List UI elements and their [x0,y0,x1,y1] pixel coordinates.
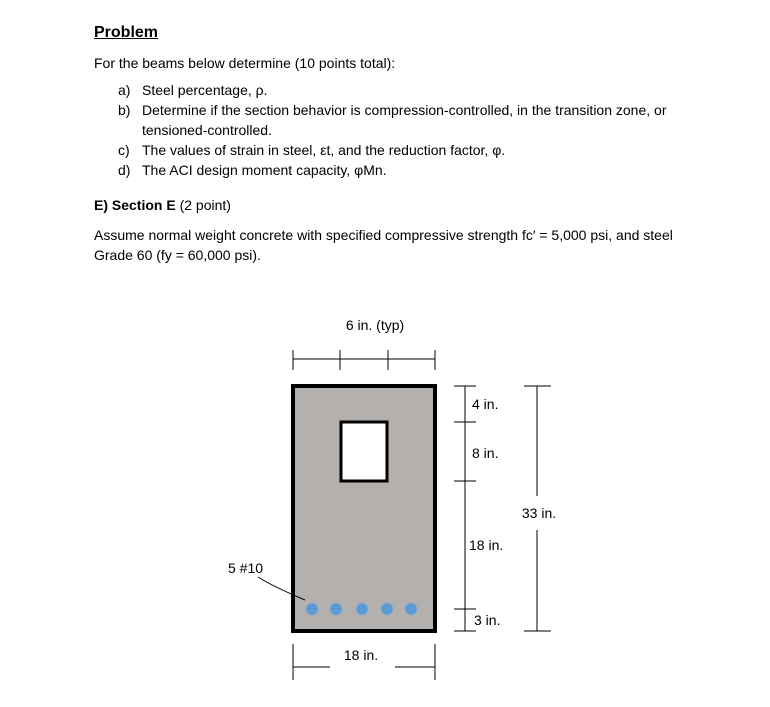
dim-8-label: 8 in. [472,445,499,461]
rebar [330,603,342,615]
rebar [306,603,318,615]
item-text: Steel percentage, ρ. [142,82,268,98]
rebar-label: 5 #10 [228,560,264,576]
problem-intro: For the beams below determine (10 points total): [94,55,396,71]
dim-3-label: 3 in. [474,612,501,628]
dim-18-label: 18 in. [469,537,504,553]
bottom-dim-label: 18 in. [343,647,379,663]
item-letter: c) [118,142,130,158]
item-letter: d) [118,162,131,178]
section-void [341,422,387,481]
rebar [381,603,393,615]
dim-33-label: 33 in. [521,505,557,521]
dim-4-label: 4 in. [472,396,499,412]
section-label: E) Section E [94,197,176,213]
item-text: tensioned-controlled. [142,122,272,138]
top-dim-label: 6 in. (typ) [345,317,405,333]
section-points: (2 point) [175,197,231,213]
item-letter: a) [118,82,131,98]
item-letter: b) [118,102,131,118]
item-text: The ACI design moment capacity, φMn. [142,162,387,178]
problem-title: Problem [94,24,159,41]
item-text: Determine if the section behavior is compression-controlled, in the transition zone, or [142,102,667,118]
rebar [405,603,417,615]
assumption-line-2: Grade 60 (fy = 60,000 psi). [94,247,261,263]
assumption-line-1: Assume normal weight concrete with specified compressive strength fc′ = 5,000 psi, and steel [94,227,673,243]
rebar [356,603,368,615]
item-text: The values of strain in steel, εt, and the reduction factor, φ. [142,142,506,158]
